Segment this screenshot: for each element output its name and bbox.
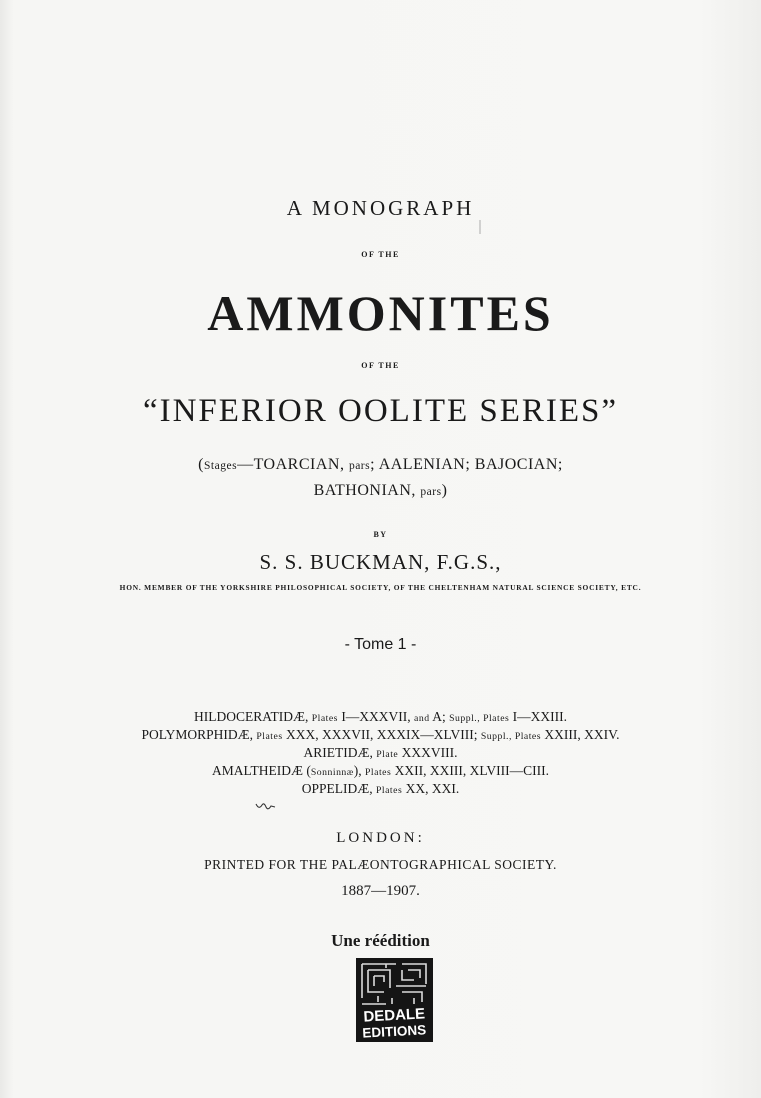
plates-word: Plates <box>256 731 283 742</box>
plate-word: Plate <box>376 749 399 760</box>
stages-toarcian: —TOARCIAN, <box>237 456 349 473</box>
family-name: POLYMORPHIDÆ, <box>141 727 257 742</box>
plate-range: I—XXXVII, <box>337 709 415 724</box>
family-name: ARIETIDÆ, <box>303 745 377 760</box>
family-name: AMALTHEIDÆ ( <box>212 763 311 778</box>
plate-range: XX, XXI. <box>402 781 460 796</box>
series-title: “INFERIOR OOLITE SERIES” <box>142 393 619 429</box>
imprint-society: PRINTED FOR THE PALÆONTOGRAPHICAL SOCIETY. <box>204 857 557 872</box>
suppl-plates-word: Suppl., Plates <box>449 713 510 724</box>
scan-speck-icon <box>478 220 482 234</box>
plates-line-amaltheidae <box>0 763 761 779</box>
author-name: S. S. BUCKMAN, F.G.S., <box>259 550 502 574</box>
subfamily-name: Sonninnæ <box>310 767 354 778</box>
publisher-logo <box>356 958 433 1042</box>
stages-pars-1: pars <box>348 460 371 472</box>
author-affiliation: HON. MEMBER OF THE YORKSHIRE PHILOSOPHICAL SOCIETY, OF THE CHELTENHAM NATURAL SCIENCE SOCIETY, ETC. <box>119 583 642 592</box>
stages-close: ) <box>441 482 448 499</box>
plate-range: XXII, XXIII, XLVIII—CIII. <box>391 763 549 778</box>
labyrinth-icon <box>356 958 433 1042</box>
plate-range: XXIII, XXIV. <box>541 727 620 742</box>
plate-range: XXX, XXXVII, XXXIX—XLVIII; <box>282 727 481 742</box>
plates-line-polymorphidae <box>0 727 761 743</box>
plate-range: I—XXIII. <box>509 709 568 724</box>
family-name: HILDOCERATIDÆ, <box>193 709 312 724</box>
stages-line-2 <box>0 482 761 500</box>
logo-line-1: DEDALE <box>363 1005 426 1026</box>
pen-mark-icon <box>255 801 277 813</box>
stages-middle: ; AALENIAN; BAJOCIAN; <box>370 456 563 473</box>
stages-word: Stages <box>203 460 238 472</box>
stages-line-1 <box>0 456 761 474</box>
of-the-label-2: OF THE <box>361 361 400 370</box>
family-name: OPPELIDÆ, <box>301 781 377 796</box>
of-the-label-1: OF THE <box>361 250 400 259</box>
plate-range: XXXVIII. <box>398 745 458 760</box>
by-label: BY <box>373 530 388 539</box>
plates-line-hildoceratidae <box>0 709 761 725</box>
stages-bathonian: BATHONIAN, <box>313 482 421 499</box>
suppl-plates-word: Suppl., Plates <box>480 731 542 742</box>
plates-line-oppelidae <box>0 781 761 797</box>
stages-open: ( <box>198 456 204 473</box>
plates-line-arietidae <box>0 745 761 761</box>
and-word: and <box>414 713 430 724</box>
ammonites-title: AMMONITES <box>207 285 554 341</box>
plates-word: Plates <box>376 785 403 796</box>
punctuation: ), <box>353 763 366 778</box>
monograph-heading: A MONOGRAPH <box>286 196 475 220</box>
plates-word: Plates <box>365 767 392 778</box>
reedition-label: Une réédition <box>331 931 430 950</box>
imprint-years: 1887—1907. <box>341 883 420 899</box>
plate-range: A; <box>429 709 450 724</box>
plates-word: Plates <box>311 713 338 724</box>
tome-label: - Tome 1 - <box>344 636 417 653</box>
imprint-city: LONDON: <box>336 830 425 846</box>
stages-pars-2: pars <box>420 486 442 498</box>
logo-line-2: EDITIONS <box>362 1022 427 1041</box>
